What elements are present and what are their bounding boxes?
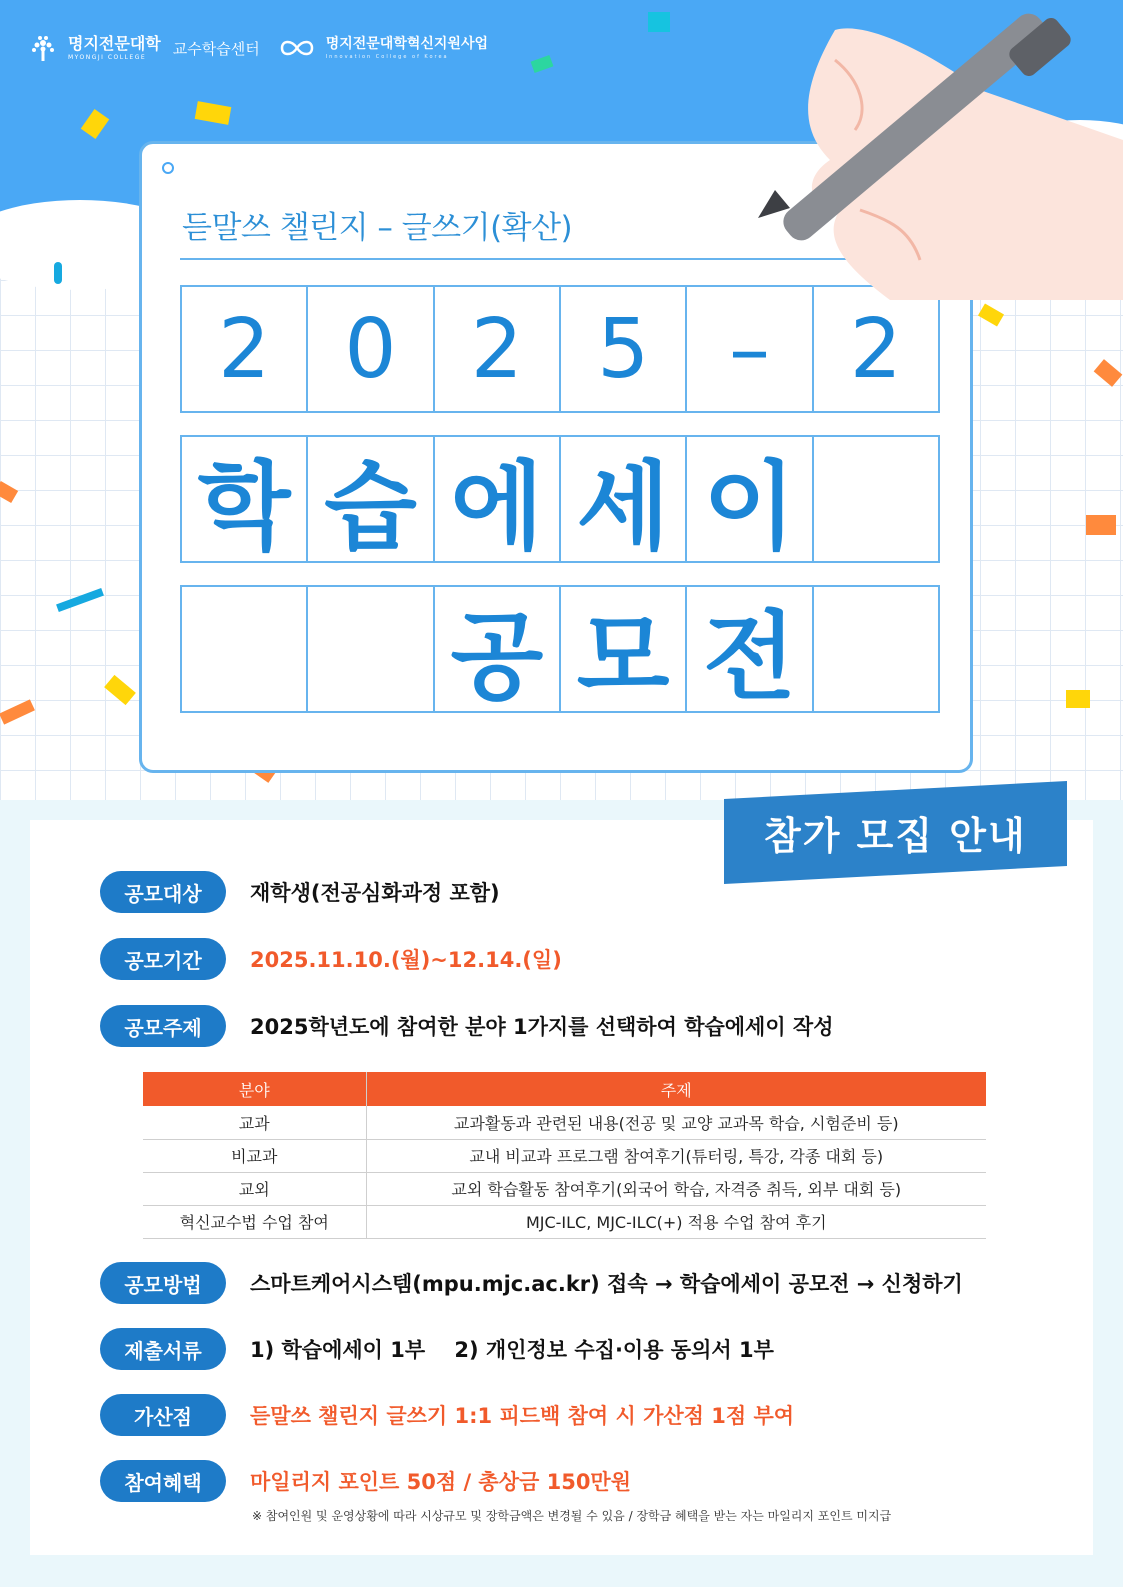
grid-cell <box>308 587 434 711</box>
item-label-pill: 가산점 <box>100 1394 226 1436</box>
table-cell: 교외 학습활동 참여후기(외국어 학습, 자격증 취득, 외부 대회 등) <box>366 1172 986 1205</box>
grid-cell: 에 <box>435 437 561 561</box>
item-value: 스마트케어시스템(mpu.mjc.ac.kr) 접속 → 학습에세이 공모전 → 신청하기 <box>250 1272 963 1296</box>
grid-cell <box>814 587 938 711</box>
grid-cell: 2 <box>182 287 308 411</box>
center-name: 교수학습센터 <box>172 39 260 58</box>
table-row <box>143 1172 986 1205</box>
item-value: 듣말쓰 챌린지 글쓰기 1:1 피드백 참여 시 가산점 1점 부여 <box>250 1404 795 1428</box>
item-value: 마일리지 포인트 50점 / 총상금 150만원 <box>250 1470 632 1494</box>
confetti-orange <box>1086 515 1116 535</box>
confetti-yellow <box>978 303 1004 326</box>
table-row <box>143 1106 986 1139</box>
item-label-pill: 제출서류 <box>100 1328 226 1370</box>
title-grid-row <box>180 585 940 713</box>
hand-with-pen-illustration <box>740 0 1123 300</box>
grid-cell: 학 <box>182 437 308 561</box>
title-grid-row <box>180 435 940 563</box>
confetti-cyan <box>56 588 104 612</box>
recruitment-banner-label: 참가 모집 안내 <box>764 814 1027 858</box>
confetti-yellow <box>104 675 136 705</box>
confetti-cyan <box>54 262 62 284</box>
board-hole-icon <box>162 162 174 174</box>
info-item-documents <box>100 1327 774 1371</box>
grid-cell: 2 <box>435 287 561 411</box>
table-cell: MJC-ILC, MJC-ILC(+) 적용 수업 참여 후기 <box>366 1205 986 1238</box>
confetti-orange <box>0 481 18 503</box>
info-item-method <box>100 1261 963 1305</box>
grid-cell: 5 <box>561 287 687 411</box>
item-label-pill: 공모기간 <box>100 938 226 980</box>
info-item-benefits <box>100 1459 631 1503</box>
confetti-cyan <box>648 12 670 32</box>
info-item-target <box>100 870 500 914</box>
challenge-subtitle: 듣말쓰 챌린지 – 글쓰기(확산) <box>182 210 573 246</box>
grid-cell: – <box>687 287 813 411</box>
table-cell: 혁신교수법 수업 참여 <box>143 1205 366 1238</box>
college-name: 명지전문대학 <box>68 33 161 53</box>
grid-cell <box>814 437 938 561</box>
grid-cell: 2 <box>849 301 902 397</box>
table-cell: 교과활동과 관련된 내용(전공 및 교양 교과목 학습, 시험준비 등) <box>366 1106 986 1139</box>
college-name-en: MYONGJI COLLEGE <box>68 53 147 61</box>
item-value: 재학생(전공심화과정 포함) <box>250 881 500 905</box>
table-header-cell: 분야 <box>143 1072 366 1106</box>
table-row <box>143 1139 986 1172</box>
college-tree-icon <box>28 33 58 63</box>
table-cell: 비교과 <box>143 1139 366 1172</box>
confetti-orange <box>1094 359 1123 387</box>
year-grid-row <box>180 285 940 413</box>
recruitment-banner <box>724 781 1067 884</box>
program-name: 명지전문대학혁신지원사업 <box>325 35 488 52</box>
info-item-period <box>100 937 562 981</box>
item-label-pill: 공모대상 <box>100 871 226 913</box>
table-cell: 교과 <box>143 1106 366 1139</box>
grid-cell: 모 <box>561 587 687 711</box>
grid-cell: 공 <box>435 587 561 711</box>
infinity-logo-icon <box>278 38 316 58</box>
grid-cell: 이 <box>687 437 813 561</box>
confetti-orange <box>0 699 35 724</box>
program-name-en: Innovation College of Korea <box>325 53 449 60</box>
item-value: 2025.11.10.(월)~12.14.(일) <box>250 948 562 972</box>
item-label-pill: 참여혜택 <box>100 1460 226 1502</box>
grid-cell: 전 <box>687 587 813 711</box>
info-item-topic <box>100 1004 834 1048</box>
table-header-row <box>143 1072 986 1106</box>
logo-bar <box>28 30 488 66</box>
grid-cell: 세 <box>561 437 687 561</box>
table-row <box>143 1205 986 1238</box>
item-value: 2025학년도에 참여한 분야 1가지를 선택하여 학습에세이 작성 <box>250 1015 834 1039</box>
confetti-yellow <box>1066 690 1090 708</box>
footnote: ※ 참여인원 및 운영상황에 따라 시상규모 및 장학금액은 변경될 수 있음 / 장학금 혜택을 받는 자는 마일리지 포인트 미지급 <box>252 1509 892 1523</box>
topic-table <box>143 1072 986 1239</box>
item-label-pill: 공모방법 <box>100 1262 226 1304</box>
grid-cell <box>182 587 308 711</box>
grid-cell: 0 <box>308 287 434 411</box>
info-item-bonus <box>100 1393 794 1437</box>
item-value: 1) 학습에세이 1부 2) 개인정보 수집·이용 동의서 1부 <box>250 1338 774 1362</box>
grid-cell: 습 <box>308 437 434 561</box>
table-cell: 교외 <box>143 1172 366 1205</box>
table-header-cell: 주제 <box>366 1072 986 1106</box>
item-label-pill: 공모주제 <box>100 1005 226 1047</box>
table-cell: 교내 비교과 프로그램 참여후기(튜터링, 특강, 각종 대회 등) <box>366 1139 986 1172</box>
